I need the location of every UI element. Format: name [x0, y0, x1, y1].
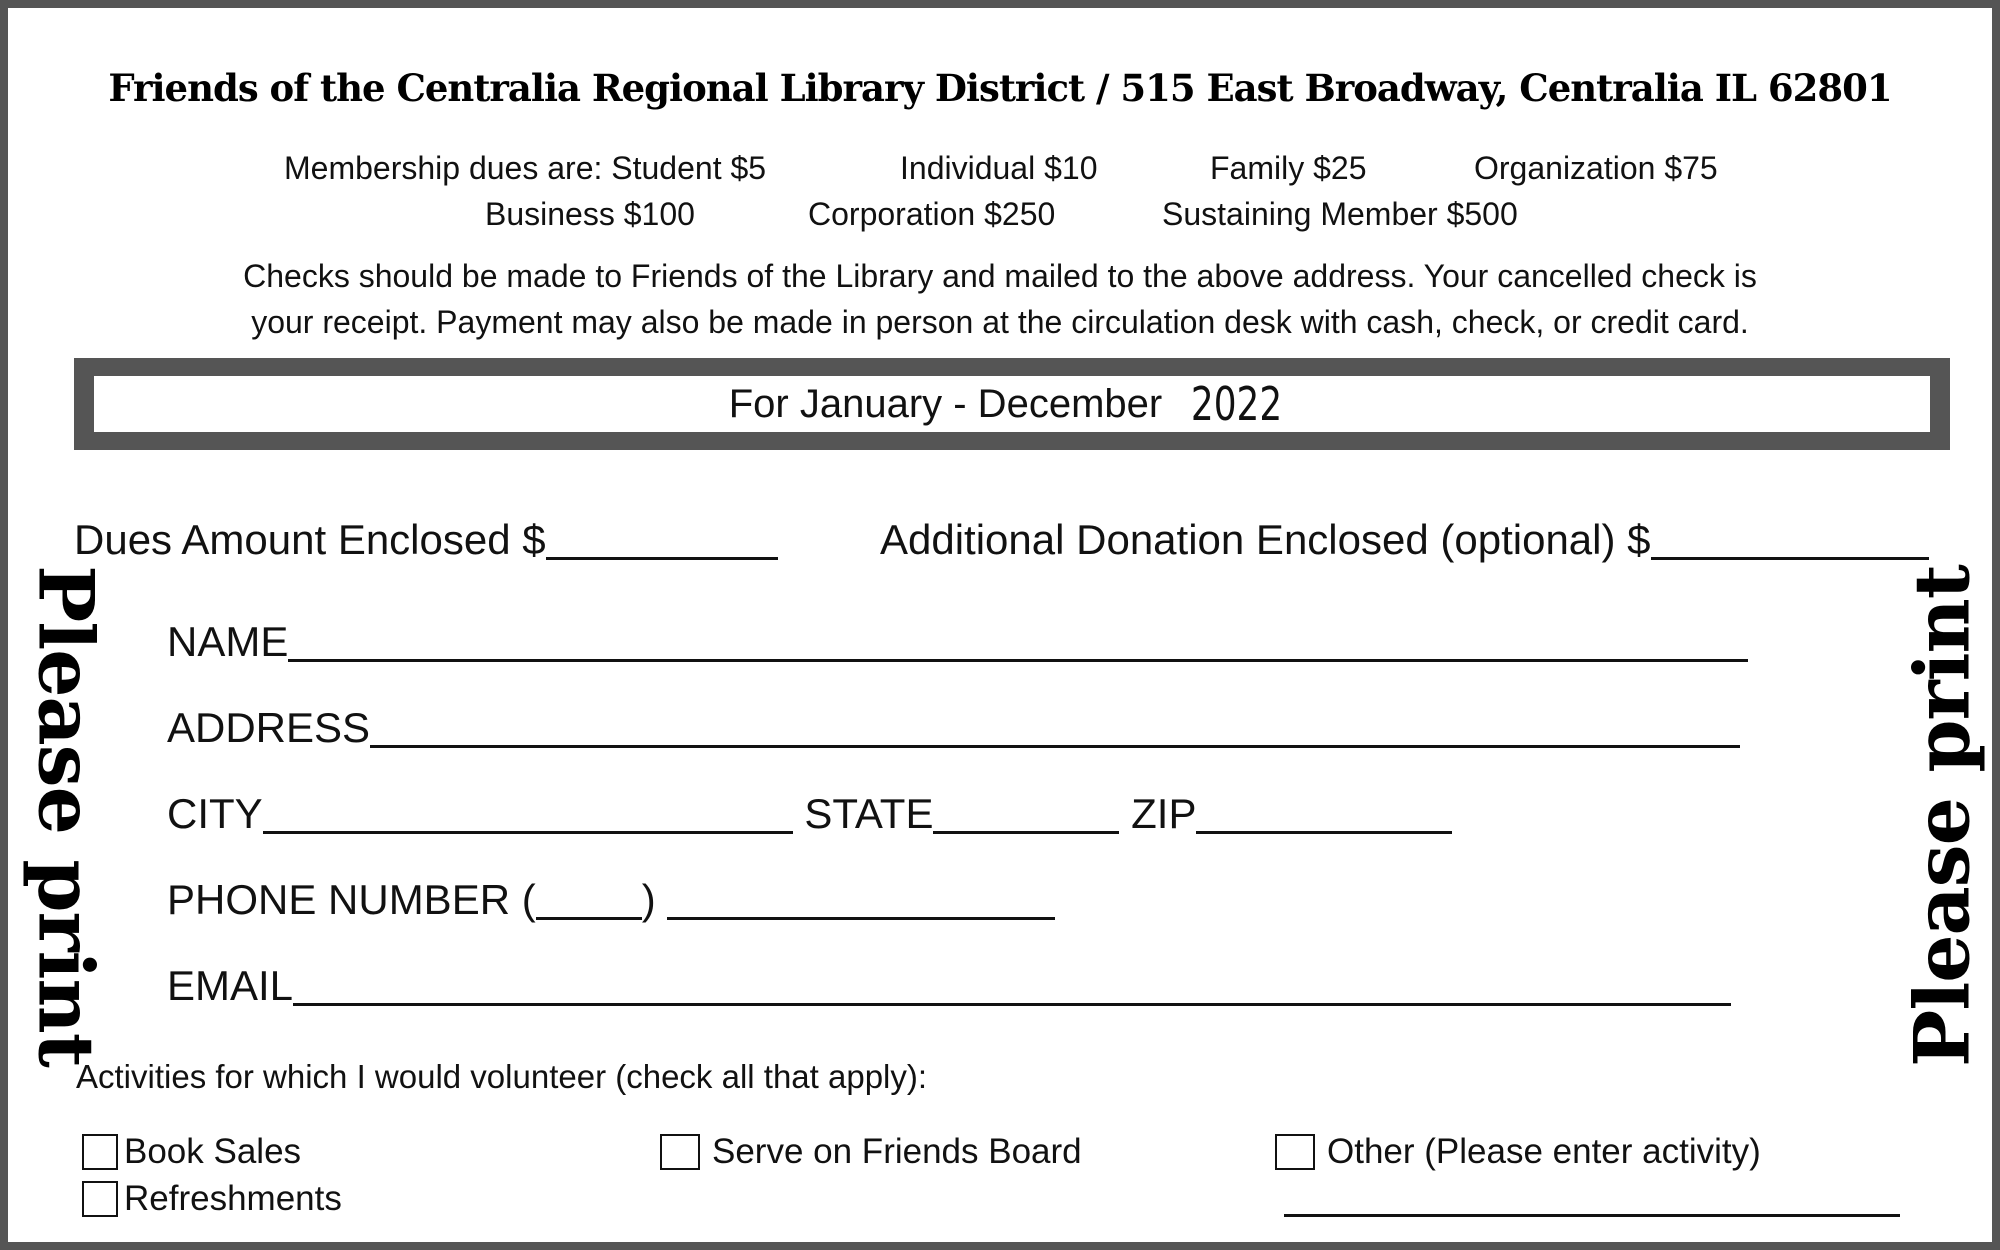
email-label: EMAIL — [167, 962, 294, 1009]
phone-number-blank[interactable] — [667, 877, 1055, 920]
board-label: Serve on Friends Board — [712, 1132, 1082, 1171]
dues-tier-individual: Individual $10 — [900, 150, 1098, 186]
donation-amount-field[interactable] — [880, 516, 1929, 564]
address-label: ADDRESS — [167, 704, 371, 751]
city-state-zip-row — [167, 790, 1452, 838]
dues-tier-family: Family $25 — [1210, 150, 1367, 186]
membership-period — [94, 376, 1930, 432]
address-field[interactable] — [167, 704, 1740, 752]
state-blank[interactable] — [933, 791, 1119, 834]
membership-period-box — [74, 358, 1950, 450]
email-field[interactable] — [167, 962, 1731, 1010]
phone-field[interactable] — [167, 876, 1055, 924]
email-blank[interactable] — [293, 963, 1731, 1006]
dues-amount-field[interactable] — [74, 516, 778, 564]
dues-prefix-student — [284, 150, 766, 187]
state-label: STATE — [804, 790, 934, 837]
phone-label: PHONE NUMBER ( — [167, 876, 536, 923]
book-sales-label: Book Sales — [124, 1132, 302, 1171]
name-field[interactable] — [167, 618, 1748, 666]
organization-header: Friends of the Centralia Regional Library District / 515 East Broadway, Centralia IL 62801 — [108, 66, 1892, 110]
other-activity-blank[interactable] — [1284, 1214, 1900, 1217]
dues-amount-label: Dues Amount Enclosed $ — [74, 516, 546, 563]
city-label: CITY — [167, 790, 263, 837]
board-checkbox[interactable] — [660, 1134, 700, 1170]
zip-blank[interactable] — [1196, 791, 1452, 834]
dues-tier-organization: Organization $75 — [1474, 150, 1718, 186]
payment-note-line1: Checks should be made to Friends of the Library and mailed to the above address. Your cancelled check is — [243, 258, 1757, 294]
city-blank[interactable] — [263, 791, 793, 834]
volunteer-option-book-sales[interactable] — [82, 1132, 301, 1172]
volunteer-heading: Activities for which I would volunteer (check all that apply): — [76, 1058, 928, 1095]
name-blank[interactable] — [288, 619, 1748, 662]
address-blank[interactable] — [370, 705, 1740, 748]
payment-note-line2: your receipt. Payment may also be made in person at the circulation desk with cash, check, or credit card. — [251, 304, 1749, 340]
dues-tier-student: Student $5 — [611, 150, 767, 186]
dues-amount-blank[interactable] — [546, 517, 778, 560]
area-code-blank[interactable] — [536, 877, 642, 920]
refreshments-label: Refreshments — [124, 1179, 342, 1218]
dues-tier-business: Business $100 — [485, 196, 695, 232]
period-year: 2022 — [1191, 377, 1283, 431]
donation-amount-label: Additional Donation Enclosed (optional) $ — [880, 516, 1651, 563]
dues-tier-sustaining: Sustaining Member $500 — [1162, 196, 1518, 232]
please-print-right: Please print — [1897, 565, 1987, 1067]
other-checkbox[interactable] — [1275, 1134, 1315, 1170]
period-label: For January - December — [728, 381, 1163, 426]
please-print-left: Please print — [21, 565, 111, 1067]
volunteer-option-board[interactable] — [660, 1132, 1082, 1172]
volunteer-option-other[interactable] — [1275, 1132, 1761, 1172]
phone-paren-close: ) — [641, 876, 656, 923]
dues-prefix: Membership dues are: — [284, 150, 603, 186]
volunteer-option-refreshments[interactable] — [82, 1179, 342, 1219]
other-label: Other (Please enter activity) — [1327, 1132, 1761, 1171]
donation-amount-blank[interactable] — [1651, 517, 1929, 560]
dues-tier-corporation: Corporation $250 — [808, 196, 1056, 232]
name-label: NAME — [167, 618, 289, 665]
refreshments-checkbox[interactable] — [82, 1181, 118, 1217]
book-sales-checkbox[interactable] — [82, 1134, 118, 1170]
zip-label: ZIP — [1131, 790, 1197, 837]
